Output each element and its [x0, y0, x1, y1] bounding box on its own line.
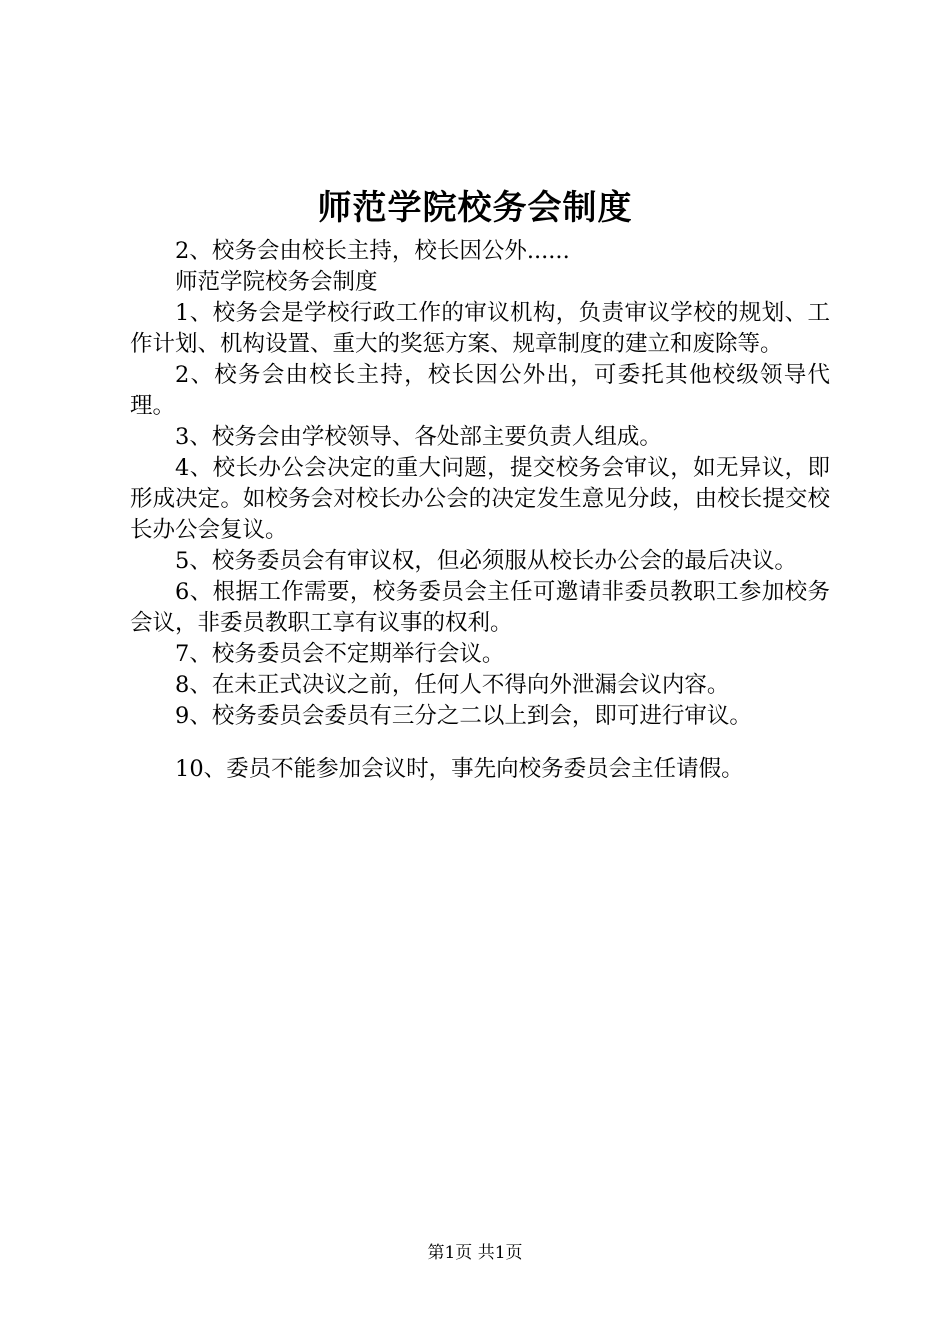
paragraph-item-3: 3、校务会由学校领导、各处部主要负责人组成。	[175, 424, 662, 450]
paragraph-item-7: 7、校务委员会不定期举行会议。	[175, 641, 505, 667]
paragraph-item-5: 5、校务委员会有审议权，但必须服从校长办公会的最后决议。	[175, 548, 797, 574]
paragraph-item-9: 9、校务委员会委员有三分之二以上到会，即可进行审议。	[175, 703, 752, 729]
paragraph-item-4: 4、校长办公会决定的重大问题，提交校务会审议，如无异议，即形成决定。如校务会对校长办公会的决定发生意见分歧，由校长提交校长办公会复议。	[130, 455, 830, 543]
paragraph-item-6: 6、根据工作需要，校务委员会主任可邀请非委员教职工参加校务会议，非委员教职工享有议事的权利。	[130, 579, 830, 636]
paragraph-subtitle: 师范学院校务会制度	[175, 269, 378, 295]
paragraph-item-10: 10、委员不能参加会议时，事先向校务委员会主任请假。	[175, 756, 744, 782]
document-title: 师范学院校务会制度	[317, 188, 633, 228]
page-footer: 第1页 共1页	[427, 1243, 523, 1263]
paragraph-item-2: 2、校务会由校长主持，校长因公外出，可委托其他校级领导代理。	[130, 362, 830, 419]
paragraph-item-8: 8、在未正式决议之前，任何人不得向外泄漏会议内容。	[175, 672, 730, 698]
paragraph-summary: 2、校务会由校长主持，校长因公外......	[175, 238, 570, 264]
document-body	[130, 236, 830, 785]
paragraph-item-1: 1、校务会是学校行政工作的审议机构，负责审议学校的规划、工作计划、机构设置、重大的奖惩方案、规章制度的建立和废除等。	[130, 300, 830, 357]
